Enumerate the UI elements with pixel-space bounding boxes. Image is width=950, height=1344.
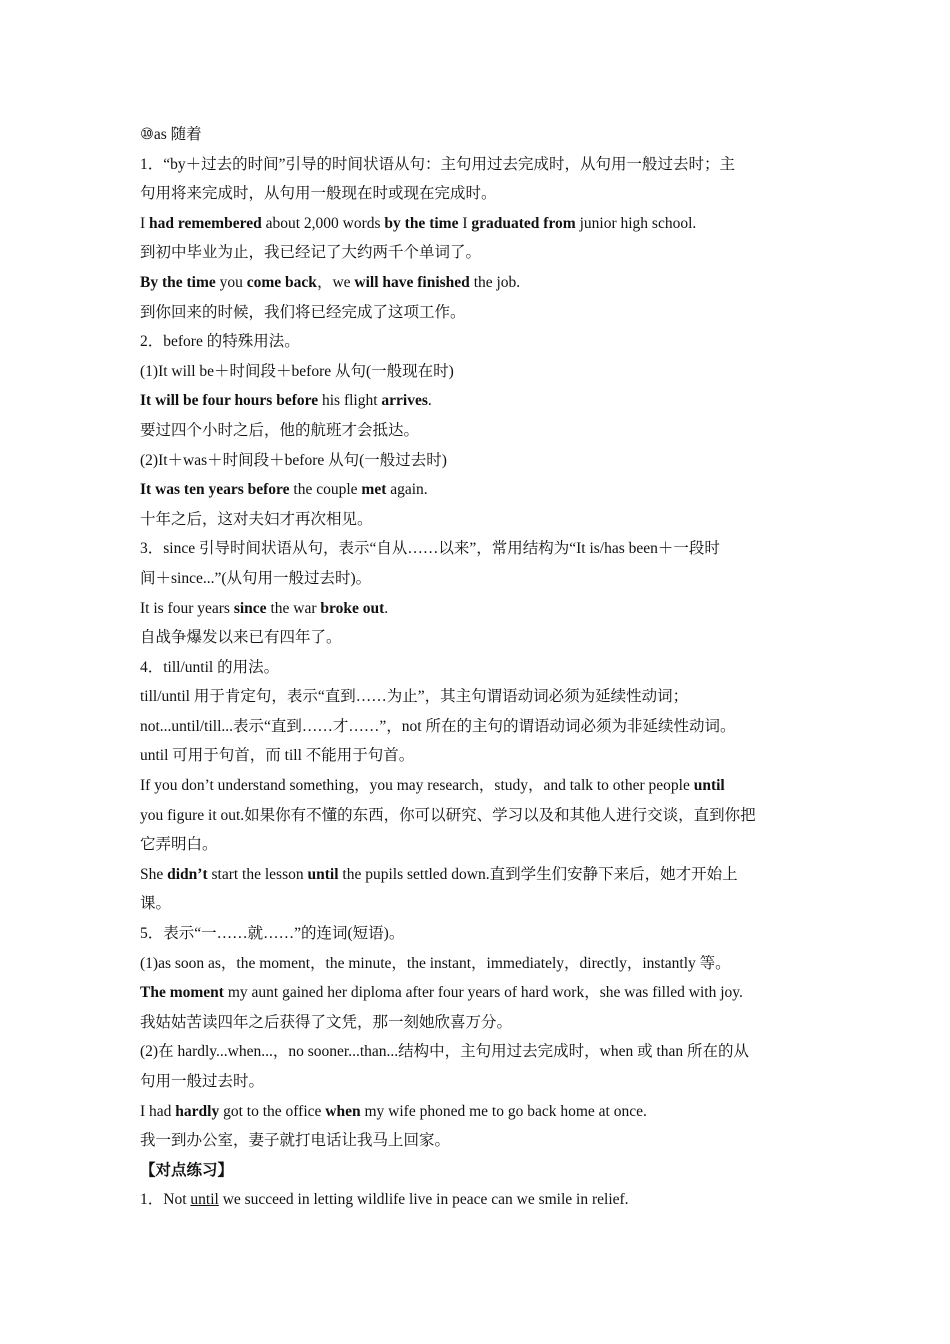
text-segment: until bbox=[190, 1191, 219, 1209]
text-line bbox=[140, 386, 830, 416]
text-segment: I bbox=[458, 214, 472, 232]
text-segment: about 2,000 words bbox=[261, 214, 385, 232]
text-segment: the couple bbox=[289, 481, 362, 499]
bold-text-segment: arrives bbox=[381, 392, 428, 410]
text-line bbox=[140, 298, 830, 328]
text-line bbox=[140, 150, 830, 180]
bold-text-segment: by the time bbox=[384, 214, 459, 232]
text-segment: 1．“by＋过去的时间”引导的时间状语从句：主句用过去完成时，从句用一般过去时；主 bbox=[140, 155, 736, 173]
text-line bbox=[140, 1156, 830, 1186]
text-segment: 要过四个小时之后，他的航班才会抵达。 bbox=[140, 421, 420, 439]
text-segment: 课。 bbox=[140, 895, 172, 913]
text-line bbox=[140, 475, 830, 505]
text-segment: until 可用于句首，而 till 不能用于句首。 bbox=[140, 747, 415, 765]
text-line bbox=[140, 1185, 830, 1215]
text-segment: (2)在 hardly...when...，no sooner...than...结构中，主句用过去完成时，when 或 than 所在的从 bbox=[140, 1043, 750, 1061]
text-segment: 2．before 的特殊用法。 bbox=[140, 333, 300, 351]
text-segment: ，we bbox=[316, 273, 355, 291]
text-line bbox=[140, 860, 830, 890]
text-line bbox=[140, 209, 830, 239]
bold-text-segment: hardly bbox=[175, 1102, 220, 1120]
bold-text-segment: had remembered bbox=[149, 214, 262, 232]
text-line bbox=[140, 179, 830, 209]
text-line bbox=[140, 919, 830, 949]
text-segment: 句用一般过去时。 bbox=[140, 1073, 265, 1090]
text-line bbox=[140, 1008, 830, 1038]
text-segment: you figure it out.如果你有不懂的东西，你可以研究、学习以及和其他人进行交谈，直到你把 bbox=[140, 806, 756, 824]
text-segment: till/until 用于肯定句，表示“直到……为止”，其主句谓语动词必须为延续性动词； bbox=[140, 688, 689, 706]
bold-text-segment: come back bbox=[246, 273, 317, 291]
text-segment: (2)It＋was＋时间段＋before 从句(一般过去时) bbox=[140, 451, 447, 469]
text-segment: 到初中毕业为止，我已经记了大约两千个单词了。 bbox=[140, 244, 482, 262]
bold-text-segment: graduated from bbox=[471, 214, 576, 232]
bold-text-segment: The moment bbox=[140, 984, 224, 1002]
text-segment: got to the office bbox=[219, 1102, 326, 1120]
text-line bbox=[140, 682, 830, 712]
document-page bbox=[140, 120, 830, 1215]
text-line bbox=[140, 120, 830, 150]
text-segment: It is four years bbox=[140, 599, 234, 617]
text-segment: 我一到办公室，妻子就打电话让我马上回家。 bbox=[140, 1132, 451, 1150]
text-line bbox=[140, 623, 830, 653]
text-segment: 自战争爆发以来已有四年了。 bbox=[140, 629, 342, 647]
text-segment: 4．till/until 的用法。 bbox=[140, 658, 280, 676]
text-line bbox=[140, 238, 830, 268]
text-segment: my aunt gained her diploma after four years of hard work，she was filled with joy. bbox=[223, 984, 743, 1002]
text-segment: I had bbox=[140, 1102, 176, 1120]
text-segment: 5．表示“一……就……”的连词(短语)。 bbox=[140, 925, 405, 943]
text-line bbox=[140, 446, 830, 476]
text-segment: ⑩as 随着 bbox=[140, 126, 202, 143]
text-segment: 到你回来的时候，我们将已经完成了这项工作。 bbox=[140, 303, 466, 321]
text-segment: start the lesson bbox=[207, 865, 308, 883]
text-line bbox=[140, 978, 830, 1008]
bold-text-segment: until bbox=[307, 865, 339, 883]
bold-text-segment: didn’t bbox=[167, 865, 208, 883]
bold-text-segment: when bbox=[325, 1102, 361, 1120]
text-line bbox=[140, 357, 830, 387]
text-line bbox=[140, 1126, 830, 1156]
text-segment: his flight bbox=[318, 392, 382, 410]
bold-text-segment: By the time bbox=[140, 273, 216, 291]
text-segment: 间＋since...”(从句用一般过去时)。 bbox=[140, 569, 372, 587]
bold-text-segment: It was ten years before bbox=[140, 481, 290, 499]
text-line bbox=[140, 712, 830, 742]
text-segment: 句用将来完成时，从句用一般现在时或现在完成时。 bbox=[140, 185, 497, 203]
text-line bbox=[140, 1097, 830, 1127]
text-segment: (1)It will be＋时间段＋before 从句(一般现在时) bbox=[140, 362, 454, 380]
text-segment: 我姑姑苦读四年之后获得了文凭，那一刻她欣喜万分。 bbox=[140, 1013, 513, 1031]
bold-text-segment: 【对点练习】 bbox=[140, 1161, 234, 1179]
text-segment: She bbox=[140, 865, 168, 883]
text-segment: we succeed in letting wildlife live in peace can we smile in relief. bbox=[218, 1191, 629, 1209]
text-line bbox=[140, 889, 830, 919]
text-segment: again. bbox=[386, 481, 428, 499]
text-segment: 3．since 引导时间状语从句，表示“自从……以来”，常用结构为“It is/has been＋一段时 bbox=[140, 540, 720, 558]
bold-text-segment: until bbox=[693, 777, 725, 795]
text-segment: If you don’t understand something，you may research，study，and talk to other people bbox=[140, 777, 694, 795]
bold-text-segment: met bbox=[361, 481, 387, 499]
text-segment: junior high school. bbox=[575, 214, 697, 232]
bold-text-segment: broke out bbox=[320, 599, 385, 617]
text-segment: (1)as soon as，the moment，the minute，the instant，immediately，directly，instantly 等。 bbox=[140, 954, 731, 972]
bold-text-segment: It will be four hours before bbox=[140, 392, 319, 410]
text-segment: the job. bbox=[469, 273, 521, 291]
text-line bbox=[140, 505, 830, 535]
text-segment: the pupils settled down.直到学生们安静下来后，她才开始上 bbox=[338, 865, 738, 883]
bold-text-segment: since bbox=[233, 599, 267, 617]
text-segment: . bbox=[384, 599, 389, 617]
text-segment: 十年之后，这对夫妇才再次相见。 bbox=[140, 510, 373, 528]
text-line bbox=[140, 830, 830, 860]
text-line bbox=[140, 741, 830, 771]
text-line bbox=[140, 534, 830, 564]
text-line bbox=[140, 771, 830, 801]
text-line bbox=[140, 949, 830, 979]
text-segment: not...until/till...表示“直到……才……”，not 所在的主句的谓语动词必须为非延续性动词。 bbox=[140, 717, 736, 735]
text-line bbox=[140, 1037, 830, 1067]
text-segment: you bbox=[215, 273, 247, 291]
text-segment: I bbox=[140, 214, 150, 232]
text-line bbox=[140, 1067, 830, 1097]
text-line bbox=[140, 653, 830, 683]
text-segment: the war bbox=[266, 599, 321, 617]
text-line bbox=[140, 564, 830, 594]
text-line bbox=[140, 594, 830, 624]
text-line bbox=[140, 327, 830, 357]
bold-text-segment: will have finished bbox=[354, 273, 470, 291]
text-segment: 它弄明白。 bbox=[140, 836, 218, 854]
text-line bbox=[140, 416, 830, 446]
text-line bbox=[140, 268, 830, 298]
text-segment: my wife phoned me to go back home at once. bbox=[360, 1102, 647, 1120]
text-line bbox=[140, 801, 830, 831]
text-segment: 1．Not bbox=[140, 1191, 191, 1209]
text-segment: . bbox=[427, 392, 432, 410]
